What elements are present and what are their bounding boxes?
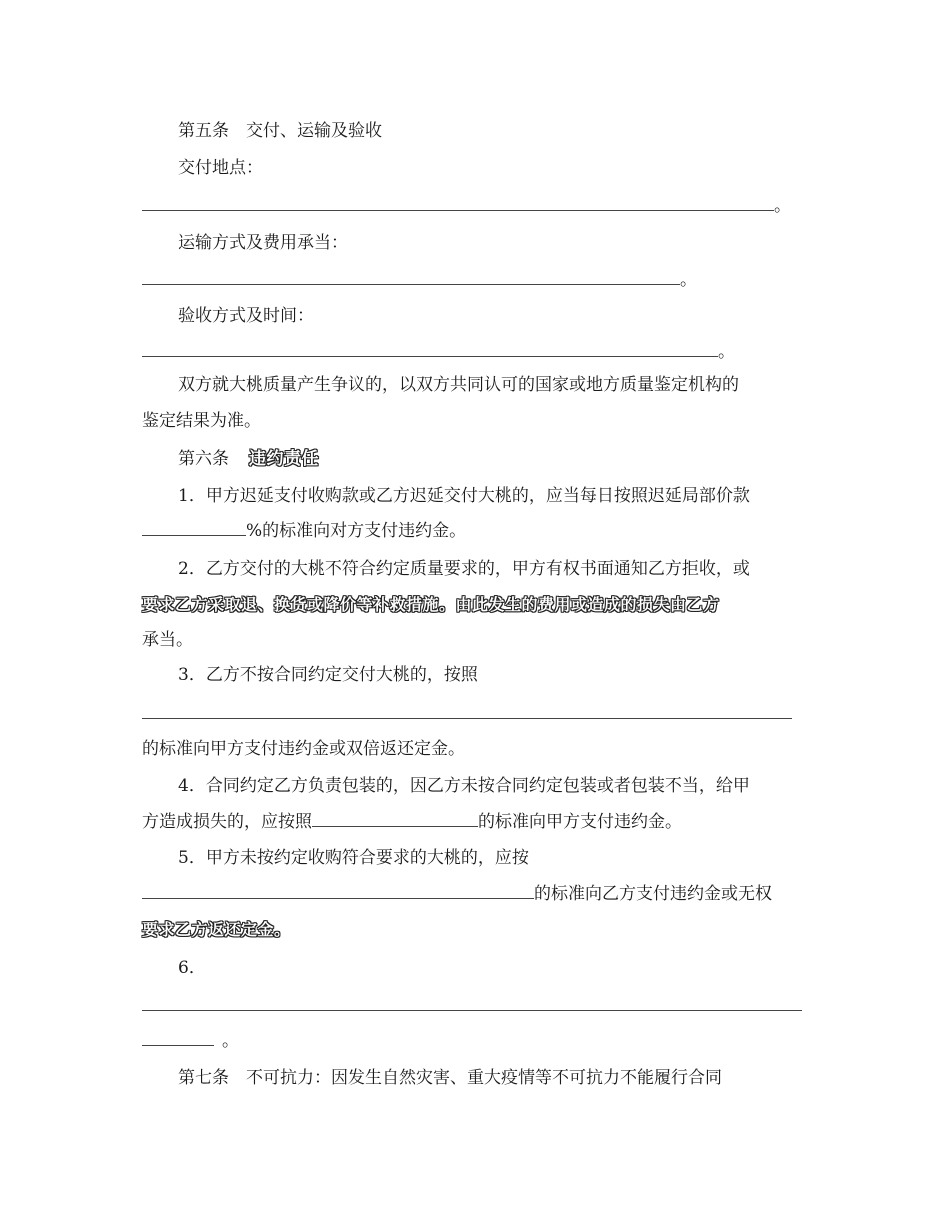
article-7-line1: 第七条 不可抗力：因发生自然灾害、重大疫情等不可抗力不能履行合同 — [178, 1068, 722, 1088]
clause-3-line1: 3．乙方不按合同约定交付大桃的，按照 — [178, 665, 478, 685]
fill-in-line — [312, 812, 478, 827]
transport-method-label: 运输方式及费用承当： — [178, 233, 348, 253]
inspection-method-blank-line: 。 — [142, 342, 735, 362]
fill-in-line — [142, 884, 534, 899]
quality-dispute-paragraph-line2: 鉴定结果为准。 — [142, 411, 261, 431]
clause-5-line3-stamped: 要求乙方返还定金。 — [142, 920, 291, 939]
inspection-method-label: 验收方式及时间： — [178, 306, 314, 326]
clause-3-blank-line — [142, 704, 792, 724]
clause-5-line2: 的标准向乙方支付违约金或无权 — [142, 884, 772, 904]
clause-2-line3: 承当。 — [142, 630, 193, 650]
article-5-heading: 第五条 交付、运输及验收 — [178, 121, 382, 141]
clause-4-line1: 4．合同约定乙方负责包装的，因乙方未按合同约定包装或者包装不当，给甲 — [178, 776, 750, 796]
clause-2-line1: 2．乙方交付的大桃不符合约定质量要求的，甲方有权书面通知乙方拒收，或 — [178, 559, 750, 579]
transport-method-blank-line: 。 — [142, 270, 697, 290]
clause-2-line2-stamped: 要求乙方采取退、换货或降价等补救措施。由此发生的费用或造成的损失由乙方 — [142, 595, 720, 614]
fill-in-line — [142, 270, 680, 285]
clause-6-blank-line — [142, 996, 802, 1016]
quality-dispute-paragraph-line1: 双方就大桃质量产生争议的，以双方共同认可的国家或地方质量鉴定机构的 — [178, 375, 739, 395]
article-6-heading: 第六条 违约责任 — [178, 449, 319, 469]
delivery-location-blank-line: 。 — [142, 196, 791, 216]
fill-in-line — [142, 704, 792, 719]
fill-in-line — [142, 1031, 214, 1046]
clause-1-line1: 1．甲方迟延支付收购款或乙方迟延交付大桃的，应当每日按照迟延局部价款 — [178, 486, 750, 506]
clause-3-line3: 的标准向甲方支付违约金或双倍返还定金。 — [142, 739, 465, 759]
clause-6-line3: 。 — [142, 1031, 239, 1051]
fill-in-line — [142, 521, 246, 536]
clause-1-line2: %的标准向对方支付违约金。 — [142, 521, 466, 541]
fill-in-line — [142, 196, 774, 211]
clause-5-line1: 5．甲方未按约定收购符合要求的大桃的，应按 — [178, 848, 529, 868]
delivery-location-label: 交付地点： — [178, 158, 263, 178]
fill-in-line — [142, 342, 718, 357]
fill-in-line — [142, 996, 802, 1011]
clause-6-line1: 6． — [178, 958, 206, 978]
clause-4-line2: 方造成损失的，应按照 的标准向甲方支付违约金。 — [142, 812, 682, 832]
article-6-title-stamped: 违约责任 — [249, 449, 319, 469]
